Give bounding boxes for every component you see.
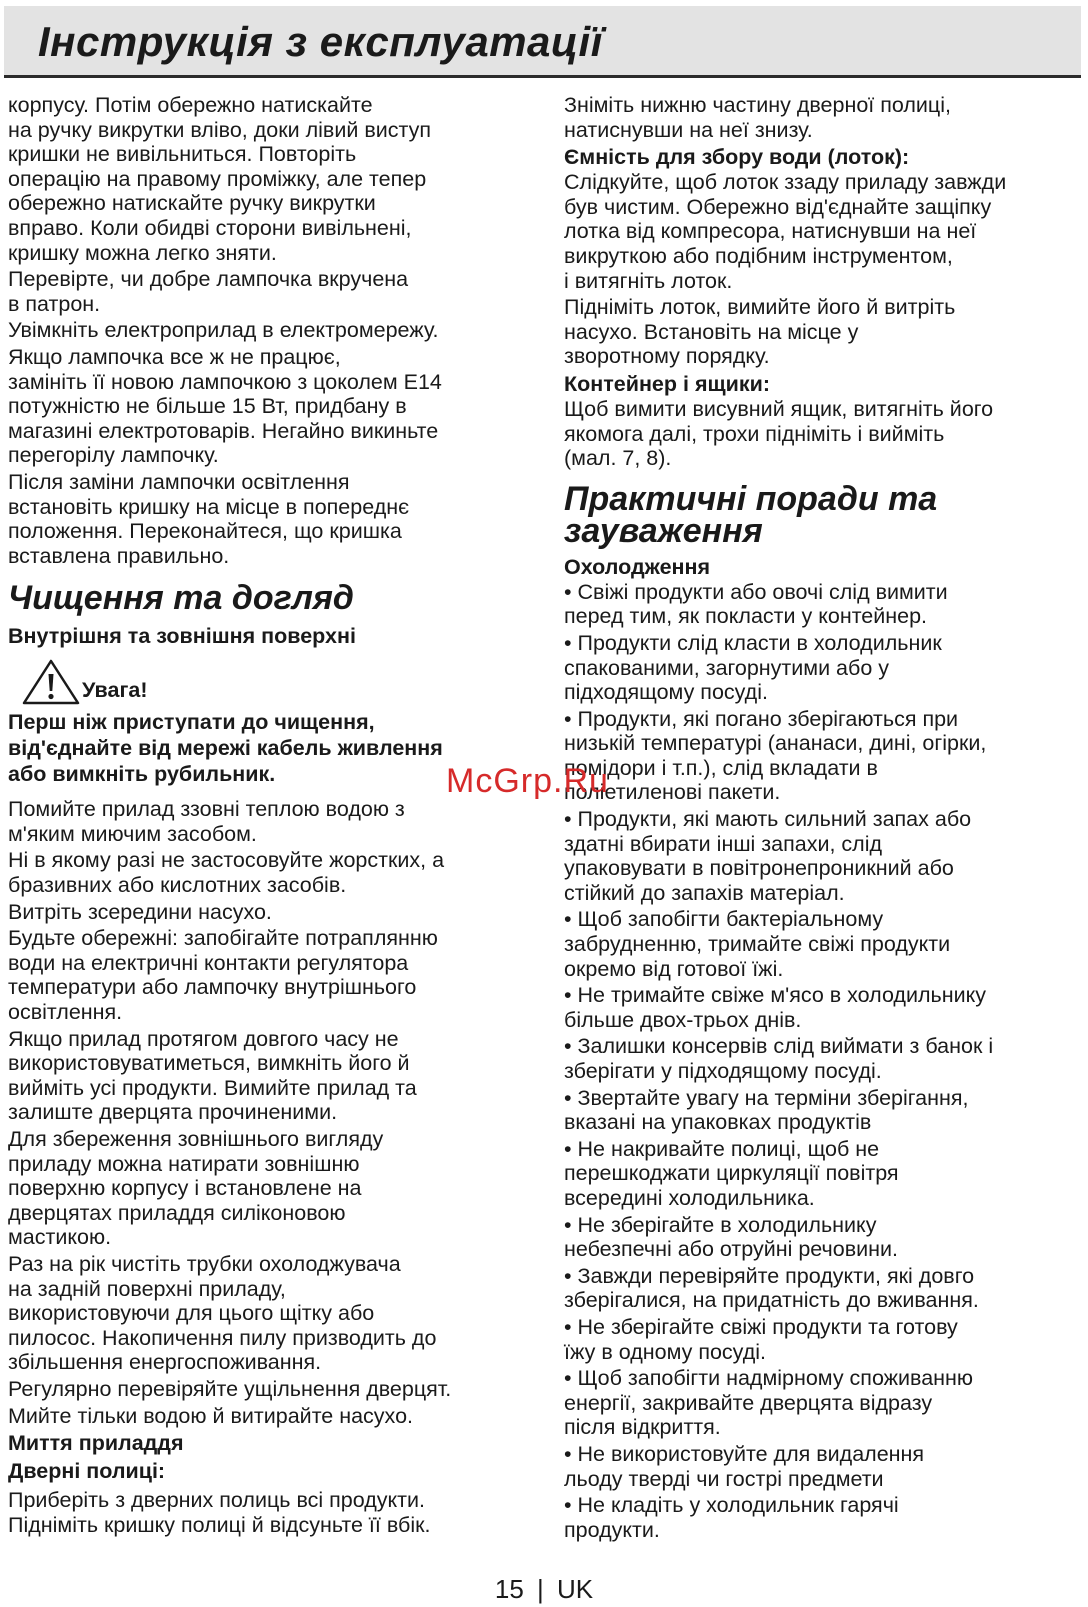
text-line: • Залишки консервів слід виймати з банок і <box>564 1034 994 1059</box>
text-line: • Продукти, які погано зберігаються при <box>564 706 959 731</box>
paragraph <box>8 267 540 316</box>
text-line: • Не кладіть у холодильник гарячі <box>564 1493 899 1518</box>
list-item <box>564 1034 1084 1083</box>
warning-label: Увага! <box>82 678 148 703</box>
list-item <box>564 907 1084 981</box>
section-title-tips <box>564 479 1084 550</box>
text-line: (мал. 7, 8). <box>564 446 672 471</box>
text-line: Щоб вимити висувний ящик, витягніть його <box>564 396 994 421</box>
text-line: збільшення енергоспоживання. <box>8 1350 322 1375</box>
paragraph <box>8 1404 540 1429</box>
text-line: Помийте прилад ззовні теплою водою з <box>8 797 405 822</box>
door-shelves-subtitle: Дверні полиці: <box>8 1459 166 1484</box>
care-section <box>8 797 540 1428</box>
text-line: Регулярно перевіряйте ущільнення дверцят. <box>8 1376 452 1401</box>
text-line: упаковувати в повітронепроникний або <box>564 856 954 881</box>
text-line: використовуватиметься, вимкніть його й <box>8 1051 410 1076</box>
text-line: після відкриття. <box>564 1415 721 1440</box>
paragraph <box>8 1127 540 1250</box>
text-line: освітлення. <box>8 1000 123 1025</box>
text-line: і витягніть лоток. <box>564 268 733 293</box>
list-item <box>564 1493 1084 1542</box>
text-line: льоду тверді чи гострі предмети <box>564 1466 884 1491</box>
text-line: перегорілу лампочку. <box>8 443 219 468</box>
text-line: Ні в якому разі не застосовуйте жорстких, а <box>8 848 445 873</box>
list-item <box>564 1213 1084 1262</box>
text-line: або вимкніть рубильник. <box>8 762 276 787</box>
text-line: вправо. Коли обидві сторони вивільнені, <box>8 215 412 240</box>
page-number: 15 <box>494 1574 524 1604</box>
cooling-subtitle: Охолодження <box>564 554 711 579</box>
title-line: зауваження <box>564 511 763 550</box>
text-line: дверцятах приладдя силіконовою <box>8 1200 346 1225</box>
text-line: був чистим. Обережно від'єднайте защіпку <box>564 194 992 219</box>
page-header <box>4 6 1081 78</box>
text-line: зберігати у підходящому посуді. <box>564 1059 882 1083</box>
text-line: використовуючи для цього щітку або <box>8 1301 375 1326</box>
text-line: бразивних або кислотних засобів. <box>8 873 347 898</box>
text-line: Витріть зсередини насухо. <box>8 899 272 924</box>
text-line: забрудненню, тримайте свіжі продукти <box>564 932 951 957</box>
text-line: поліетиленові пакети. <box>564 780 781 805</box>
text-line: від'єднайте від мережі кабель живлення <box>8 736 443 761</box>
text-line: потужністю не більше 15 Вт, придбану в <box>8 394 407 419</box>
surfaces-subtitle: Внутрішня та зовнішня поверхні <box>8 624 356 649</box>
container-subtitle: Контейнер і ящики: <box>564 371 770 396</box>
text-line: викруткою або подібним інструментом, <box>564 243 953 268</box>
text-line: замініть її новою лампочкою з цоколем Е14 <box>8 369 442 394</box>
text-line: зворотному порядку. <box>564 344 770 369</box>
page-title: Інструкція з експлуатації <box>38 18 603 65</box>
text-line: Перш ніж приступати до чищення, <box>8 710 375 735</box>
intro-section <box>8 93 540 568</box>
text-line: помідори і т.п.), слід вкладати в <box>564 755 878 780</box>
text-line: • Не накривайте полиці, щоб не <box>564 1136 880 1161</box>
text-line: • Не тримайте свіже м'ясо в холодильнику <box>564 983 987 1008</box>
watermark: McGrp.Ru <box>446 762 609 800</box>
washing-subtitle: Миття приладдя <box>8 1431 184 1456</box>
text-line: пилосос. Накопичення пилу призводить до <box>8 1325 437 1350</box>
list-item <box>564 1315 1084 1364</box>
text-line: Слідкуйте, щоб лоток ззаду приладу завжди <box>564 170 1007 195</box>
paragraph <box>8 900 540 925</box>
text-line: • Не використовуйте для видалення <box>564 1441 925 1466</box>
list-item <box>564 1086 1084 1135</box>
text-line: в патрон. <box>8 291 101 316</box>
page-footer <box>0 1574 1088 1604</box>
list-item <box>564 631 1084 705</box>
text-line: магазині електротоварів. Негайно викиньте <box>8 418 439 443</box>
tray-subtitle: Ємність для збору води (лоток): <box>564 145 910 170</box>
paragraph <box>8 93 540 265</box>
text-line: перешкоджати циркуляції повітря <box>564 1161 899 1186</box>
text-line: м'яким миючим засобом. <box>8 821 257 846</box>
text-line: більше двох-трьох днів. <box>564 1007 802 1032</box>
list-item <box>564 1137 1084 1211</box>
text-line: вставлена правильно. <box>8 543 230 568</box>
text-line: положення. Переконайтеся, що кришка <box>8 519 402 544</box>
text-line: води на електричні контакти регулятора <box>8 950 409 975</box>
paragraph <box>8 797 540 846</box>
paragraph <box>8 1027 540 1125</box>
text-line: спакованими, загорнутими або у <box>564 655 890 680</box>
text-line: Приберіть з дверних полиць всі продукти. <box>8 1488 425 1513</box>
text-line: • Не зберігайте в холодильнику <box>564 1212 877 1237</box>
paragraph <box>8 848 540 897</box>
text-line: лотка від компресора, натиснувши на неї <box>564 219 977 244</box>
paragraph <box>564 93 1084 142</box>
text-line: натиснувши на неї знизу. <box>564 117 813 142</box>
text-line: поверхню корпусу і встановлене на <box>8 1176 362 1201</box>
right-column <box>564 93 1084 1544</box>
text-line: Якщо лампочка все ж не працює, <box>8 344 341 369</box>
paragraph <box>564 170 1084 293</box>
text-line: окремо від готової їжі. <box>564 956 784 981</box>
text-line: • Не зберігайте свіжі продукти та готову <box>564 1314 958 1339</box>
text-line: низькій температурі (ананаси, дині, огірки, <box>564 731 987 756</box>
paragraph <box>8 1377 540 1402</box>
text-line: здатні вбирати інші запахи, слід <box>564 831 883 856</box>
footer-separator: | <box>537 1574 544 1604</box>
text-line: їжу в одному посуді. <box>564 1339 767 1364</box>
text-line: Для збереження зовнішнього вигляду <box>8 1127 384 1151</box>
text-line: корпусу. Потім обережно натискайте <box>8 93 373 117</box>
text-line: Після заміни лампочки освітлення <box>8 469 350 494</box>
list-item <box>564 807 1084 905</box>
language-code: UK <box>557 1574 594 1604</box>
paragraph <box>8 1252 540 1375</box>
text-line: енергії, закривайте дверцята відразу <box>564 1390 933 1415</box>
paragraph <box>8 1488 540 1537</box>
list-item <box>564 983 1084 1032</box>
text-line: всередині холодильника. <box>564 1185 815 1210</box>
warning-icon <box>22 659 80 705</box>
text-line: небезпечні або отруйні речовини. <box>564 1237 898 1262</box>
text-line: Якщо прилад протягом довгого часу не <box>8 1026 399 1051</box>
text-line: Раз на рік чистіть трубки охолоджувача <box>8 1251 401 1276</box>
text-line: Перевірте, чи добре лампочка вкручена <box>8 267 409 292</box>
text-line: кришку можна легко зняти. <box>8 240 277 265</box>
text-line: • Продукти слід класти в холодильник <box>564 630 942 655</box>
list-item <box>564 580 1084 629</box>
text-line: перед тим, як покласти у контейнер. <box>564 604 928 629</box>
tips-list <box>564 580 1084 1543</box>
text-line: Увімкніть електроприлад в електромережу. <box>8 318 439 343</box>
paragraph <box>564 295 1084 369</box>
text-line: температури або лампочку внутрішнього <box>8 975 417 1000</box>
text-line: операцію на правому проміжку, але тепер <box>8 166 427 191</box>
text-line: кришки не вивільниться. Повторіть <box>8 142 357 167</box>
left-column <box>8 93 540 1539</box>
text-line: підходящому посуді. <box>564 680 768 705</box>
text-line: • Продукти, які мають сильний запах або <box>564 807 972 832</box>
text-line: обережно натискайте ручку викрутки <box>8 191 376 216</box>
text-line: зберігалися, на придатність до вживання. <box>564 1288 979 1313</box>
list-item <box>564 1264 1084 1313</box>
list-item <box>564 1442 1084 1491</box>
text-line: Зніміть нижню частину дверної полиці, <box>564 93 951 117</box>
list-item <box>564 707 1084 805</box>
text-line: • Щоб запобігти бактеріальному <box>564 907 884 932</box>
text-line: залиште дверцята прочиненими. <box>8 1100 338 1125</box>
text-line: насухо. Встановіть на місце у <box>564 319 859 344</box>
paragraph <box>8 345 540 468</box>
text-line: • Щоб запобігти надмірному споживанню <box>564 1366 974 1391</box>
text-line: Мийте тільки водою й витирайте насухо. <box>8 1403 413 1428</box>
title-line: Практичні поради та <box>564 479 938 518</box>
text-line: встановіть кришку на місце в попереднє <box>8 494 410 519</box>
text-line: Підніміть лоток, вимийте його й витріть <box>564 295 956 320</box>
section-title-cleaning: Чищення та догляд <box>8 579 354 618</box>
warning-row <box>22 657 540 705</box>
text-line: на ручку викрутки вліво, доки лівий виступ <box>8 117 432 142</box>
text-line: • Звертайте увагу на терміни зберігання, <box>564 1085 969 1110</box>
text-line: на задній поверхні приладу, <box>8 1276 286 1301</box>
text-line: якомога далі, трохи підніміть і вийміть <box>564 421 945 446</box>
text-line: вийміть усі продукти. Вимийте прилад та <box>8 1075 417 1100</box>
paragraph <box>8 926 540 1024</box>
text-line: мастикою. <box>8 1225 112 1250</box>
text-line: Підніміть кришку полиці й відсуньте її вбік. <box>8 1512 431 1537</box>
text-line: • Завжди перевіряйте продукти, які довго <box>564 1263 975 1288</box>
text-line: стійкий до запахів матеріал. <box>564 880 845 905</box>
paragraph <box>8 318 540 343</box>
text-line: приладу можна натирати зовнішню <box>8 1151 360 1176</box>
text-line: Будьте обережні: запобігайте потраплянню <box>8 926 438 951</box>
paragraph <box>8 470 540 568</box>
text-line: вказані на упаковках продуктів <box>564 1110 872 1135</box>
text-line: продукти. <box>564 1517 660 1542</box>
text-line: • Свіжі продукти або овочі слід вимити <box>564 579 948 604</box>
paragraph <box>564 397 1084 471</box>
list-item <box>564 1366 1084 1440</box>
